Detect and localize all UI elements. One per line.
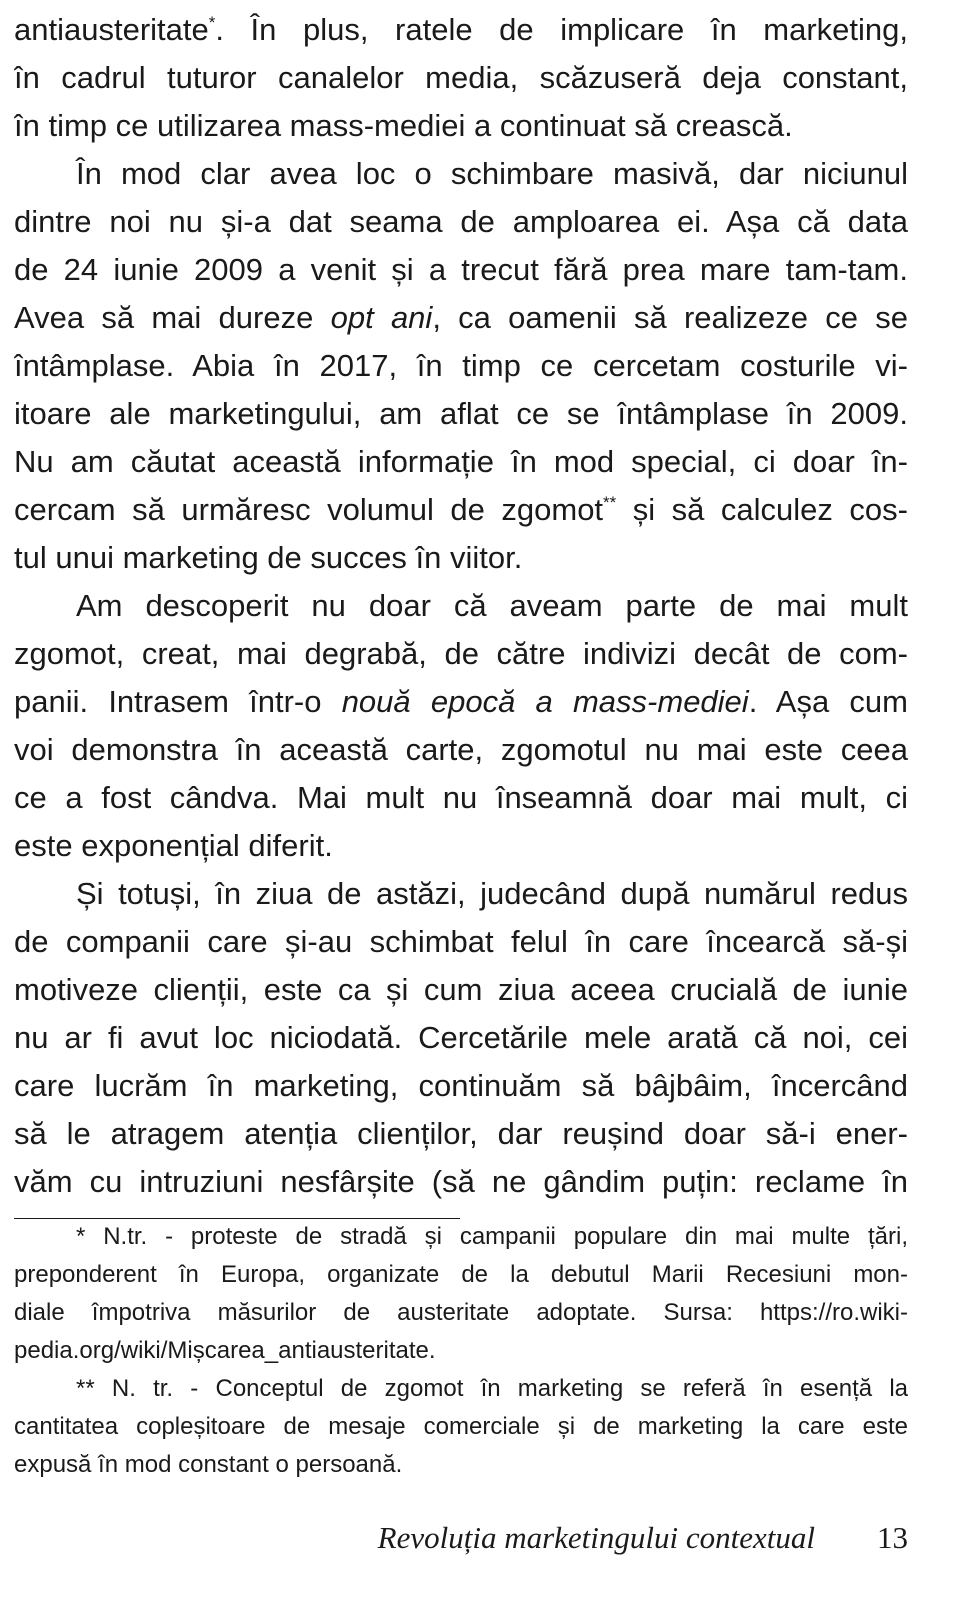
text-line: nu ar fi avut loc niciodată. Cercetările mele arată că noi, cei: [14, 1020, 908, 1055]
text-line: este exponențial diferit.: [14, 828, 333, 863]
text-line: văm cu intruziuni nesfârșite (să ne gândim puțin: reclame în: [14, 1164, 908, 1199]
text-line: Și totuși, în ziua de astăzi, judecând după numărul redus: [76, 876, 908, 911]
text-line: care lucrăm în marketing, continuăm să bâjbâim, încercând: [14, 1068, 908, 1103]
text-line: în timp ce utilizarea mass-mediei a continuat să crească.: [14, 108, 793, 143]
text-line: să le atragem atenția clienților, dar reușind doar să-i ener-: [14, 1116, 908, 1151]
text-line: voi demonstra în această carte, zgomotul nu mai este ceea: [14, 732, 908, 767]
footnote-line: expusă în mod constant o persoană.: [14, 1451, 403, 1478]
text-line: cercam să urmăresc volumul de zgomot** și să calculez cos-: [14, 492, 908, 527]
book-title: Revoluția marketingului contextual: [377, 1520, 815, 1555]
footnote-line: ** N. tr. - Conceptul de zgomot în marketing se referă în esență la: [76, 1375, 908, 1402]
text-line: tul unui marketing de succes în viitor.: [14, 540, 523, 575]
emphasis: opt ani: [330, 300, 433, 335]
emphasis: nouă epocă a mass-mediei: [341, 684, 749, 719]
text-line: în cadrul tuturor canalelor media, scăzuseră deja constant,: [14, 60, 908, 95]
text-line: de 24 iunie 2009 a venit și a trecut fără prea mare tam-tam.: [14, 252, 908, 287]
text-line: Am descoperit nu doar că aveam parte de mai mult: [76, 588, 908, 623]
text-line: antiausteritate*. În plus, ratele de implicare în marketing,: [14, 12, 908, 47]
text-line: ce a fost cândva. Mai mult nu înseamnă doar mai mult, ci: [14, 780, 908, 815]
footnote-line: pedia.org/wiki/Mișcarea_antiausteritate.: [14, 1337, 436, 1364]
text-line: dintre noi nu și-a dat seama de amploarea ei. Așa că data: [14, 204, 908, 239]
footnote-line: cantitatea copleșitoare de mesaje comerciale și de marketing la care este: [14, 1413, 908, 1440]
footnote-marker: **: [603, 493, 617, 512]
text-line: panii. Intrasem într-o nouă epocă a mass-mediei. Așa cum: [14, 684, 908, 719]
text-line: itoare ale marketingului, am aflat ce se întâmplase în 2009.: [14, 396, 908, 431]
book-page: [14, 0, 908, 1600]
text-line: Nu am căutat această informație în mod special, ci doar în-: [14, 444, 908, 479]
text-line: Avea să mai dureze opt ani, ca oamenii să realizeze ce se: [14, 300, 908, 335]
footnote-line: preponderent în Europa, organizate de la debutul Marii Recesiuni mon-: [14, 1261, 908, 1288]
footnote-line: diale împotriva măsurilor de austeritate adoptate. Sursa: https://ro.wiki-: [14, 1299, 908, 1326]
footnotes: [14, 1218, 908, 1484]
text-line: întâmplase. Abia în 2017, în timp ce cercetam costurile vi-: [14, 348, 908, 383]
text-line: motiveze clienții, este ca și cum ziua aceea crucială de iunie: [14, 972, 908, 1007]
text-line: zgomot, creat, mai degrabă, de către indivizi decât de com-: [14, 636, 908, 671]
running-footer: [378, 1516, 908, 1560]
page-number: 13: [877, 1520, 908, 1555]
text-line: de companii care și-au schimbat felul în care încearcă să-și: [14, 924, 908, 959]
footnote-line: * N.tr. - proteste de stradă și campanii populare din mai multe țări,: [76, 1223, 908, 1250]
footnote-marker: *: [208, 13, 216, 32]
body-text: [14, 6, 908, 1206]
text-line: În mod clar avea loc o schimbare masivă, dar niciunul: [76, 156, 908, 191]
